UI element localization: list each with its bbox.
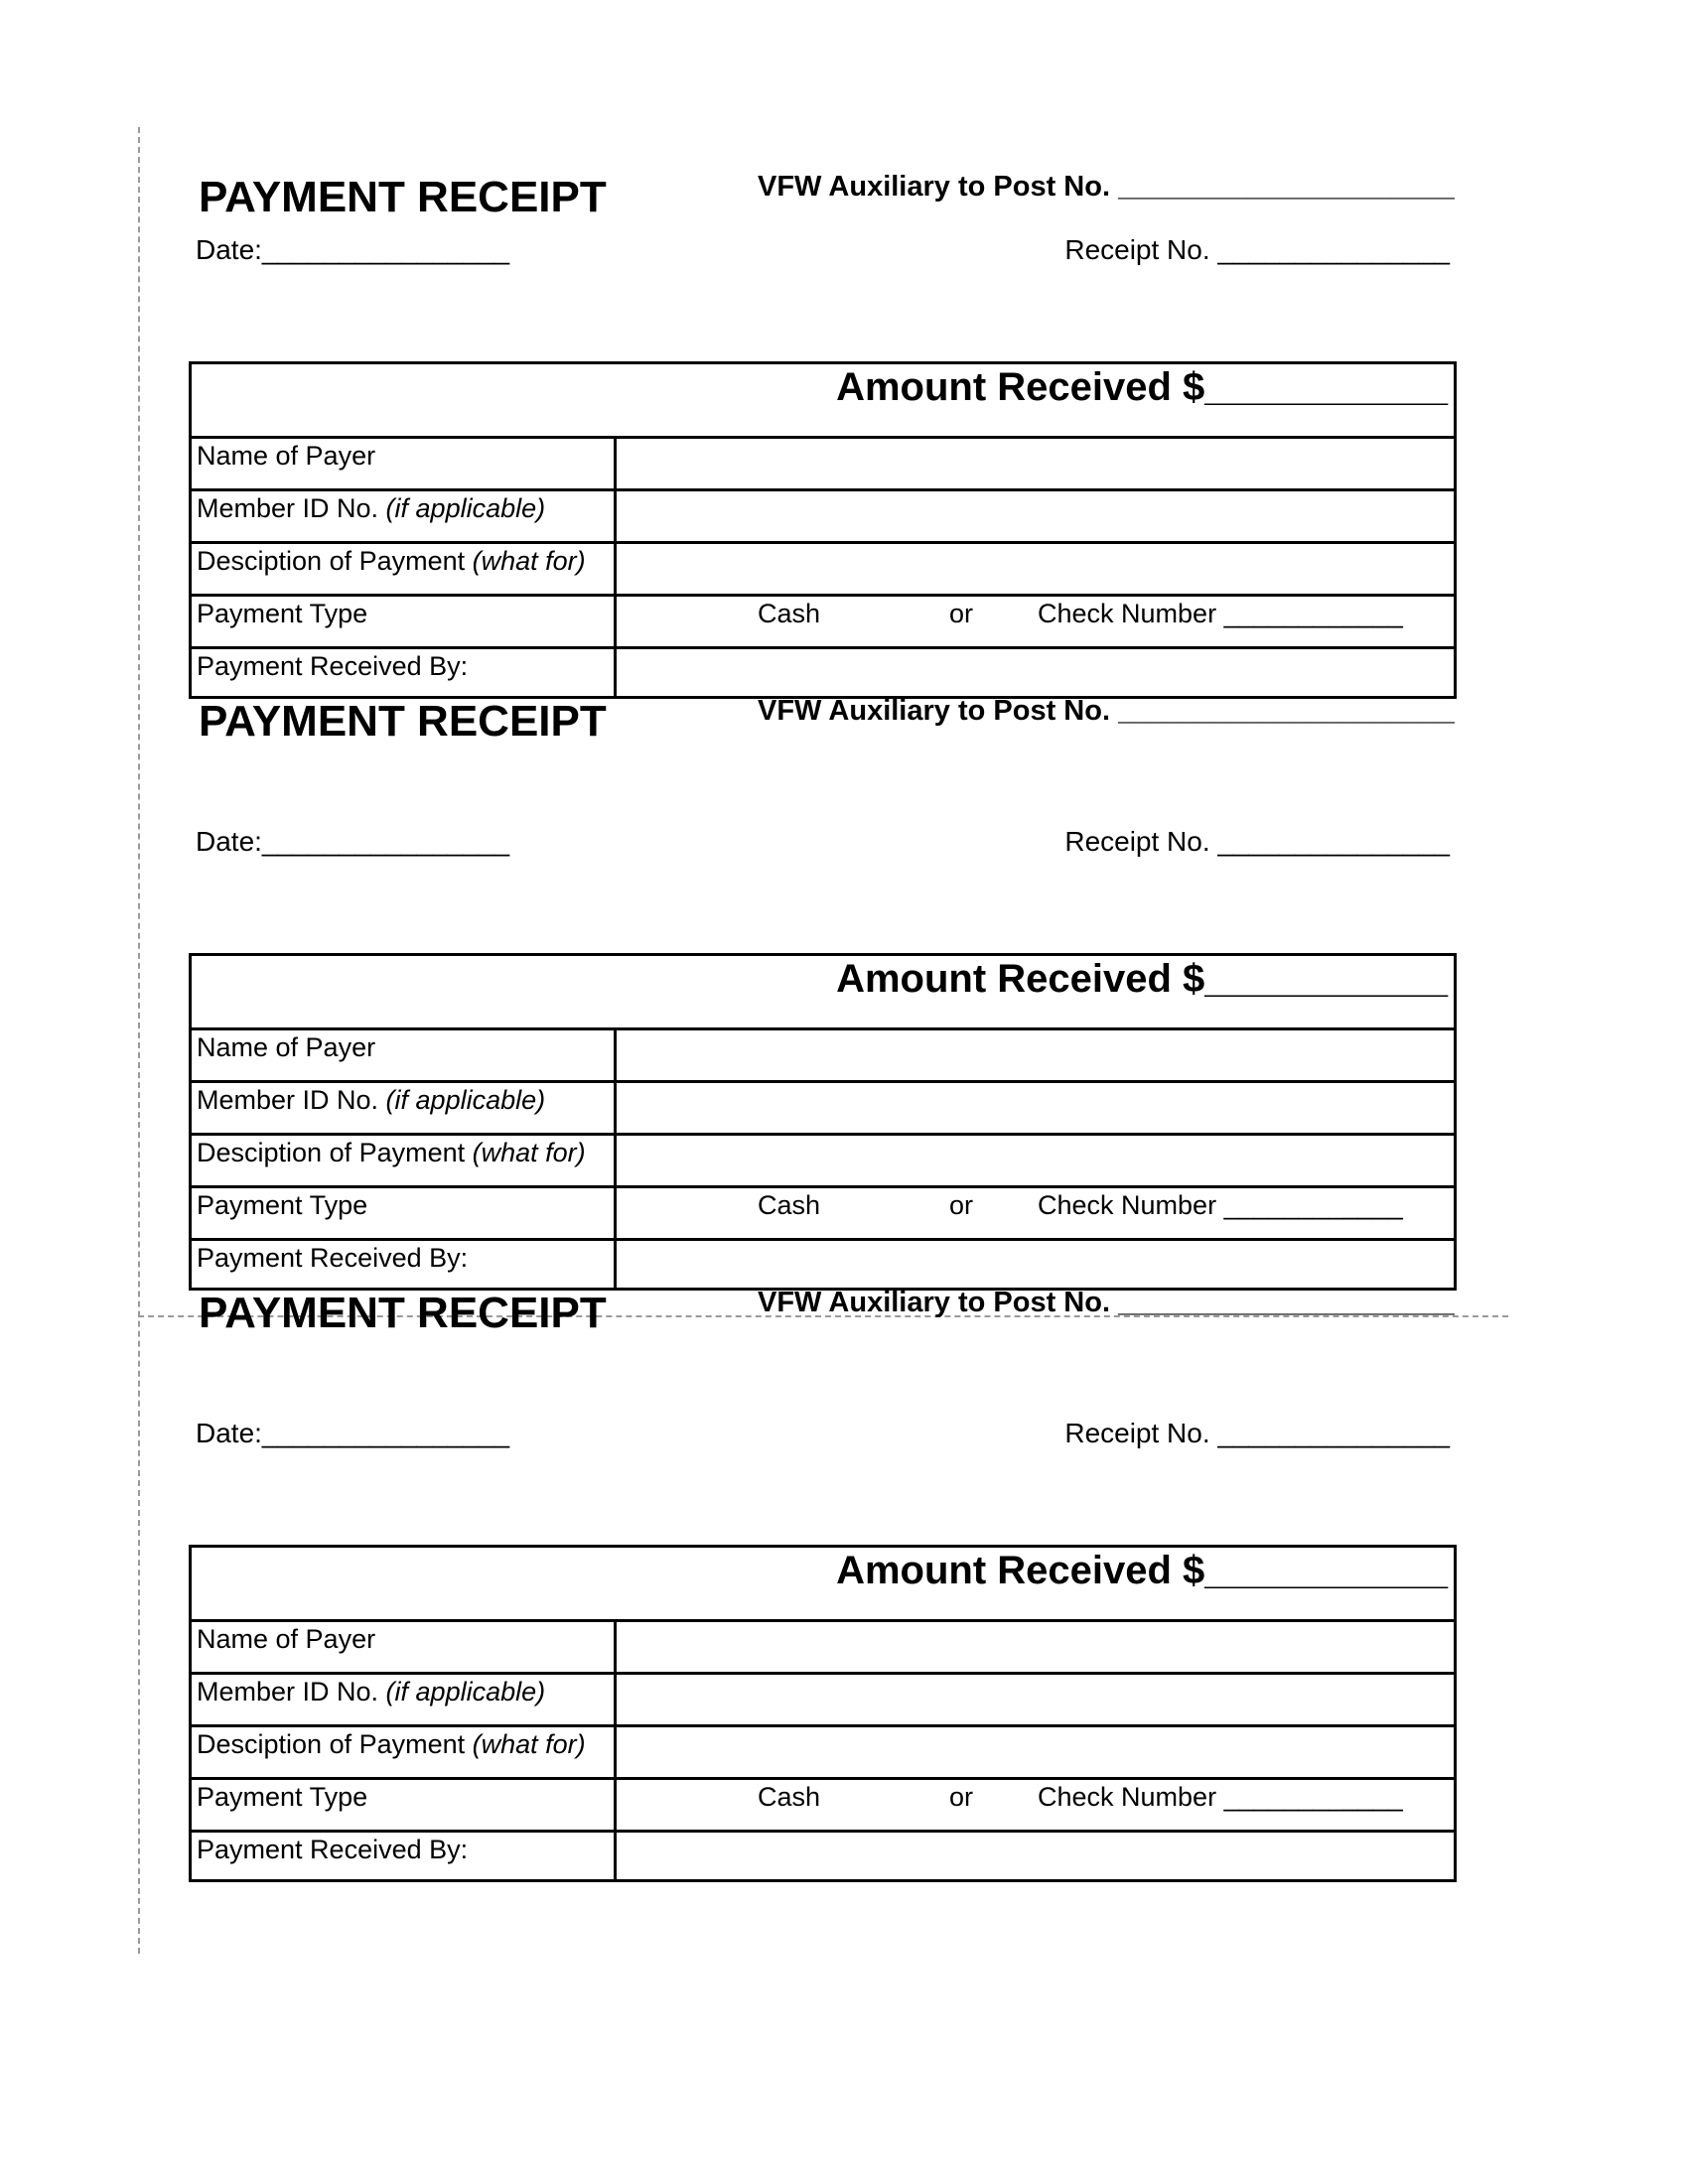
row-payment-type[interactable] xyxy=(192,1780,1454,1833)
amount-received-field[interactable]: Amount Received $___________ xyxy=(836,365,1448,409)
description-label: Desciption of Payment (what for) xyxy=(197,546,586,576)
date-field[interactable]: Date:________________ xyxy=(196,234,510,265)
or-text: or xyxy=(949,1782,974,1812)
amount-received-field[interactable]: Amount Received $___________ xyxy=(836,1549,1448,1592)
cash-option[interactable]: Cash xyxy=(758,1782,821,1812)
receipt-form xyxy=(189,953,1457,1291)
payment-type-label: Payment Type xyxy=(197,1782,368,1812)
row-payment-type[interactable] xyxy=(192,597,1454,649)
date-field[interactable]: Date:________________ xyxy=(196,1418,510,1448)
member-id-label: Member ID No. (if applicable) xyxy=(197,493,546,523)
row-member-id[interactable] xyxy=(192,1675,1454,1727)
row-name-of-payer[interactable] xyxy=(192,1622,1454,1675)
receipt-number-field[interactable]: Receipt No. _______________ xyxy=(1064,826,1450,857)
row-name-of-payer[interactable] xyxy=(192,1030,1454,1083)
row-received-by[interactable] xyxy=(192,1833,1454,1885)
name-of-payer-label: Name of Payer xyxy=(197,1032,376,1062)
payment-type-label: Payment Type xyxy=(197,1190,368,1220)
receipt-title: PAYMENT RECEIPT xyxy=(199,697,607,746)
received-by-label: Payment Received By: xyxy=(197,1835,469,1864)
or-text: or xyxy=(949,1190,974,1220)
row-description[interactable] xyxy=(192,1136,1454,1188)
receipt-title: PAYMENT RECEIPT xyxy=(199,1289,607,1337)
check-number-field[interactable]: Check Number ____________ xyxy=(1038,1782,1403,1812)
row-description[interactable] xyxy=(192,1727,1454,1780)
row-payment-type[interactable] xyxy=(192,1188,1454,1241)
check-number-field[interactable]: Check Number ____________ xyxy=(1038,1190,1403,1220)
received-by-label: Payment Received By: xyxy=(197,651,469,681)
amount-row xyxy=(192,956,1454,1030)
or-text: or xyxy=(949,599,974,628)
amount-row xyxy=(192,1548,1454,1622)
amount-received-field[interactable]: Amount Received $___________ xyxy=(836,957,1448,1001)
description-label: Desciption of Payment (what for) xyxy=(197,1138,586,1167)
receipt-title: PAYMENT RECEIPT xyxy=(199,173,607,221)
name-of-payer-label: Name of Payer xyxy=(197,1624,376,1654)
received-by-label: Payment Received By: xyxy=(197,1243,469,1273)
cash-option[interactable]: Cash xyxy=(758,599,821,628)
receipt-number-field[interactable]: Receipt No. _______________ xyxy=(1064,1418,1450,1448)
row-member-id[interactable] xyxy=(192,1083,1454,1136)
date-field[interactable]: Date:________________ xyxy=(196,826,510,857)
receipt-form xyxy=(189,1545,1457,1882)
name-of-payer-label: Name of Payer xyxy=(197,441,376,471)
post-number-field[interactable]: VFW Auxiliary to Post No. _____________________ xyxy=(758,1287,1455,1318)
description-label: Desciption of Payment (what for) xyxy=(197,1729,586,1759)
member-id-label: Member ID No. (if applicable) xyxy=(197,1677,546,1706)
member-id-label: Member ID No. (if applicable) xyxy=(197,1085,546,1115)
check-number-field[interactable]: Check Number ____________ xyxy=(1038,599,1403,628)
receipt-number-field[interactable]: Receipt No. _______________ xyxy=(1064,234,1450,265)
post-number-field[interactable]: VFW Auxiliary to Post No. _____________________ xyxy=(758,695,1455,727)
payment-type-label: Payment Type xyxy=(197,599,368,628)
post-number-field[interactable]: VFW Auxiliary to Post No. _____________________ xyxy=(758,171,1455,203)
cash-option[interactable]: Cash xyxy=(758,1190,821,1220)
